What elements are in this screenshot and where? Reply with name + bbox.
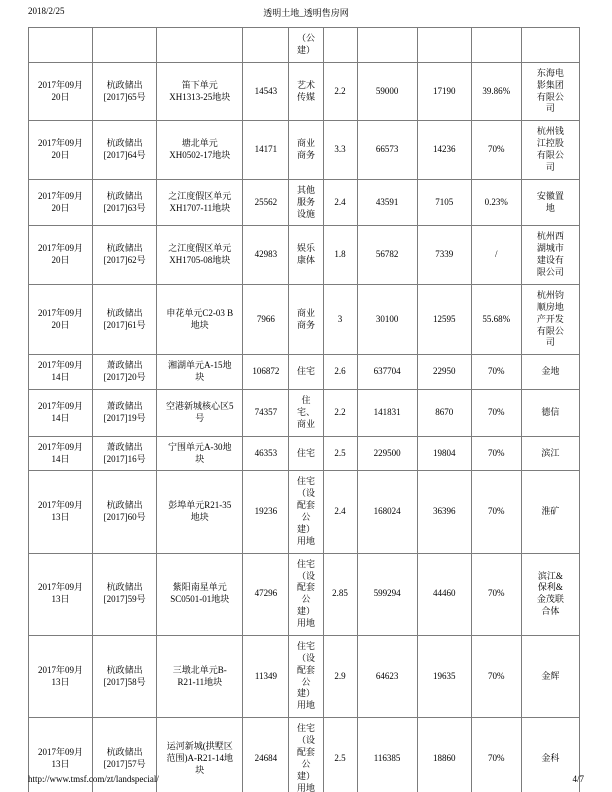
cell-buyer: 滨江 [521, 436, 579, 471]
cell-buyer: 杭州西湖城市建设有限公司 [521, 226, 579, 285]
cell-parcel: 运河新城(拱墅区范围)A-R21-14地块 [157, 718, 243, 792]
cell-parcel [157, 28, 243, 63]
cell-date: 2017年09月13日 [29, 471, 93, 553]
cell-premium: 70% [471, 436, 521, 471]
cell-buyer: 杭州钧顺房地产开发有限公司 [521, 284, 579, 354]
cell-parcel: 申花单元C2-03 B地块 [157, 284, 243, 354]
cell-buyer: 杭州钱江控股有限公司 [521, 121, 579, 180]
cell-date: 2017年09月13日 [29, 635, 93, 717]
cell-doc-no: 萧政储出[2017]16号 [93, 436, 157, 471]
cell-doc-no: 杭政储出[2017]61号 [93, 284, 157, 354]
cell-area [243, 28, 289, 63]
cell-far: 3.3 [323, 121, 357, 180]
cell-parcel: 塘北单元XH0502-17地块 [157, 121, 243, 180]
cell-use: 娱乐康体 [289, 226, 323, 285]
cell-unit-price: 44460 [417, 553, 471, 635]
print-date: 2018/2/25 [28, 6, 65, 16]
cell-use: 商业商务 [289, 121, 323, 180]
cell-buyer: 淮矿 [521, 471, 579, 553]
cell-price: 30100 [357, 284, 417, 354]
table-row [29, 436, 580, 471]
cell-date: 2017年09月14日 [29, 390, 93, 437]
cell-doc-no [93, 28, 157, 63]
cell-area: 106872 [243, 355, 289, 390]
cell-date: 2017年09月20日 [29, 62, 93, 121]
cell-doc-no: 杭政储出[2017]59号 [93, 553, 157, 635]
cell-premium: 70% [471, 471, 521, 553]
cell-price: 59000 [357, 62, 417, 121]
cell-date: 2017年09月14日 [29, 436, 93, 471]
cell-unit-price: 18860 [417, 718, 471, 792]
cell-far: 1.8 [323, 226, 357, 285]
cell-unit-price: 22950 [417, 355, 471, 390]
cell-use: 其他服务设施 [289, 179, 323, 226]
cell-parcel: 三墩北单元B-R21-11地块 [157, 635, 243, 717]
cell-price: 141831 [357, 390, 417, 437]
cell-premium: 0.23% [471, 179, 521, 226]
page-title: 透明土地_透明售房网 [263, 8, 349, 18]
cell-unit-price: 7105 [417, 179, 471, 226]
cell-price [357, 28, 417, 63]
cell-area: 19236 [243, 471, 289, 553]
cell-doc-no: 杭政储出[2017]62号 [93, 226, 157, 285]
cell-parcel: 彭埠单元R21-35地块 [157, 471, 243, 553]
cell-unit-price: 36396 [417, 471, 471, 553]
table-row [29, 284, 580, 354]
cell-area: 74357 [243, 390, 289, 437]
cell-doc-no: 萧政储出[2017]19号 [93, 390, 157, 437]
print-header [28, 6, 584, 20]
cell-area: 24684 [243, 718, 289, 792]
cell-area: 46353 [243, 436, 289, 471]
cell-unit-price: 7339 [417, 226, 471, 285]
cell-far: 2.9 [323, 635, 357, 717]
land-transactions-table [28, 27, 580, 792]
cell-date: 2017年09月20日 [29, 121, 93, 180]
cell-far: 2.4 [323, 471, 357, 553]
cell-parcel: 之江度假区单元XH1707-11地块 [157, 179, 243, 226]
cell-price: 43591 [357, 179, 417, 226]
cell-premium: 70% [471, 718, 521, 792]
cell-buyer: 金辉 [521, 635, 579, 717]
table-row [29, 635, 580, 717]
cell-buyer: 金地 [521, 355, 579, 390]
cell-date: 2017年09月20日 [29, 226, 93, 285]
cell-premium: 70% [471, 355, 521, 390]
cell-premium: 70% [471, 635, 521, 717]
cell-area: 14543 [243, 62, 289, 121]
footer-url: http://www.tmsf.com/zt/landspecial/ [28, 774, 159, 784]
table-row [29, 62, 580, 121]
cell-doc-no: 杭政储出[2017]60号 [93, 471, 157, 553]
cell-use: 艺术传媒 [289, 62, 323, 121]
cell-premium [471, 28, 521, 63]
cell-parcel: 紫阳南星单元SC0501-01地块 [157, 553, 243, 635]
cell-price: 599294 [357, 553, 417, 635]
cell-doc-no: 杭政储出[2017]64号 [93, 121, 157, 180]
cell-far: 2.6 [323, 355, 357, 390]
cell-premium: 70% [471, 121, 521, 180]
cell-use: 住宅（设配套公建）用地 [289, 635, 323, 717]
cell-unit-price: 12595 [417, 284, 471, 354]
cell-doc-no: 杭政储出[2017]57号 [93, 718, 157, 792]
table-row [29, 471, 580, 553]
table-row-partial [29, 28, 580, 63]
cell-doc-no: 萧政储出[2017]20号 [93, 355, 157, 390]
cell-doc-no: 杭政储出[2017]63号 [93, 179, 157, 226]
cell-parcel: 湘湖单元A-15地块 [157, 355, 243, 390]
table-row [29, 226, 580, 285]
cell-use: 住宅 [289, 355, 323, 390]
land-table-body [29, 28, 580, 792]
cell-premium: / [471, 226, 521, 285]
table-row [29, 553, 580, 635]
cell-date [29, 28, 93, 63]
cell-use: 住宅 [289, 436, 323, 471]
cell-buyer: 滨江&保利&金茂联合体 [521, 553, 579, 635]
cell-far: 2.4 [323, 179, 357, 226]
cell-area: 11349 [243, 635, 289, 717]
cell-use: 住宅（设配套公建）用地 [289, 718, 323, 792]
cell-unit-price: 17190 [417, 62, 471, 121]
cell-parcel: 宁围单元A-30地块 [157, 436, 243, 471]
table-row [29, 121, 580, 180]
cell-area: 47296 [243, 553, 289, 635]
cell-premium: 55.68% [471, 284, 521, 354]
cell-far: 2.2 [323, 390, 357, 437]
table-row [29, 355, 580, 390]
table-row [29, 179, 580, 226]
cell-date: 2017年09月13日 [29, 718, 93, 792]
cell-use: 住宅（设配套公建）用地 [289, 471, 323, 553]
cell-price: 116385 [357, 718, 417, 792]
cell-far: 2.2 [323, 62, 357, 121]
cell-buyer: 金科 [521, 718, 579, 792]
cell-date: 2017年09月20日 [29, 179, 93, 226]
cell-use: 住宅、商业 [289, 390, 323, 437]
cell-far: 3 [323, 284, 357, 354]
cell-use: 商业商务 [289, 284, 323, 354]
cell-parcel: 之江度假区单元XH1705-08地块 [157, 226, 243, 285]
cell-doc-no: 杭政储出[2017]58号 [93, 635, 157, 717]
cell-buyer: 安徽置地 [521, 179, 579, 226]
cell-parcel: 笛下单元XH1313-25地块 [157, 62, 243, 121]
cell-premium: 70% [471, 553, 521, 635]
cell-use: （公建） [289, 28, 323, 63]
table-row [29, 390, 580, 437]
cell-area: 25562 [243, 179, 289, 226]
cell-buyer: 德信 [521, 390, 579, 437]
cell-premium: 39.86% [471, 62, 521, 121]
cell-price: 64623 [357, 635, 417, 717]
cell-unit-price [417, 28, 471, 63]
cell-parcel: 空港新城核心区5号 [157, 390, 243, 437]
cell-premium: 70% [471, 390, 521, 437]
print-footer [28, 772, 584, 784]
cell-price: 56782 [357, 226, 417, 285]
cell-area: 42983 [243, 226, 289, 285]
cell-price: 66573 [357, 121, 417, 180]
cell-buyer: 东海电影集团有限公司 [521, 62, 579, 121]
cell-far: 2.85 [323, 553, 357, 635]
cell-date: 2017年09月13日 [29, 553, 93, 635]
cell-unit-price: 19635 [417, 635, 471, 717]
cell-date: 2017年09月20日 [29, 284, 93, 354]
cell-far: 2.5 [323, 718, 357, 792]
cell-use: 住宅（设配套公建）用地 [289, 553, 323, 635]
cell-buyer [521, 28, 579, 63]
cell-unit-price: 19804 [417, 436, 471, 471]
cell-price: 637704 [357, 355, 417, 390]
cell-far [323, 28, 357, 63]
cell-unit-price: 14236 [417, 121, 471, 180]
cell-area: 14171 [243, 121, 289, 180]
cell-area: 7966 [243, 284, 289, 354]
cell-price: 168024 [357, 471, 417, 553]
page-number: 4/7 [572, 774, 584, 784]
cell-doc-no: 杭政储出[2017]65号 [93, 62, 157, 121]
cell-date: 2017年09月14日 [29, 355, 93, 390]
cell-far: 2.5 [323, 436, 357, 471]
cell-unit-price: 8670 [417, 390, 471, 437]
cell-price: 229500 [357, 436, 417, 471]
